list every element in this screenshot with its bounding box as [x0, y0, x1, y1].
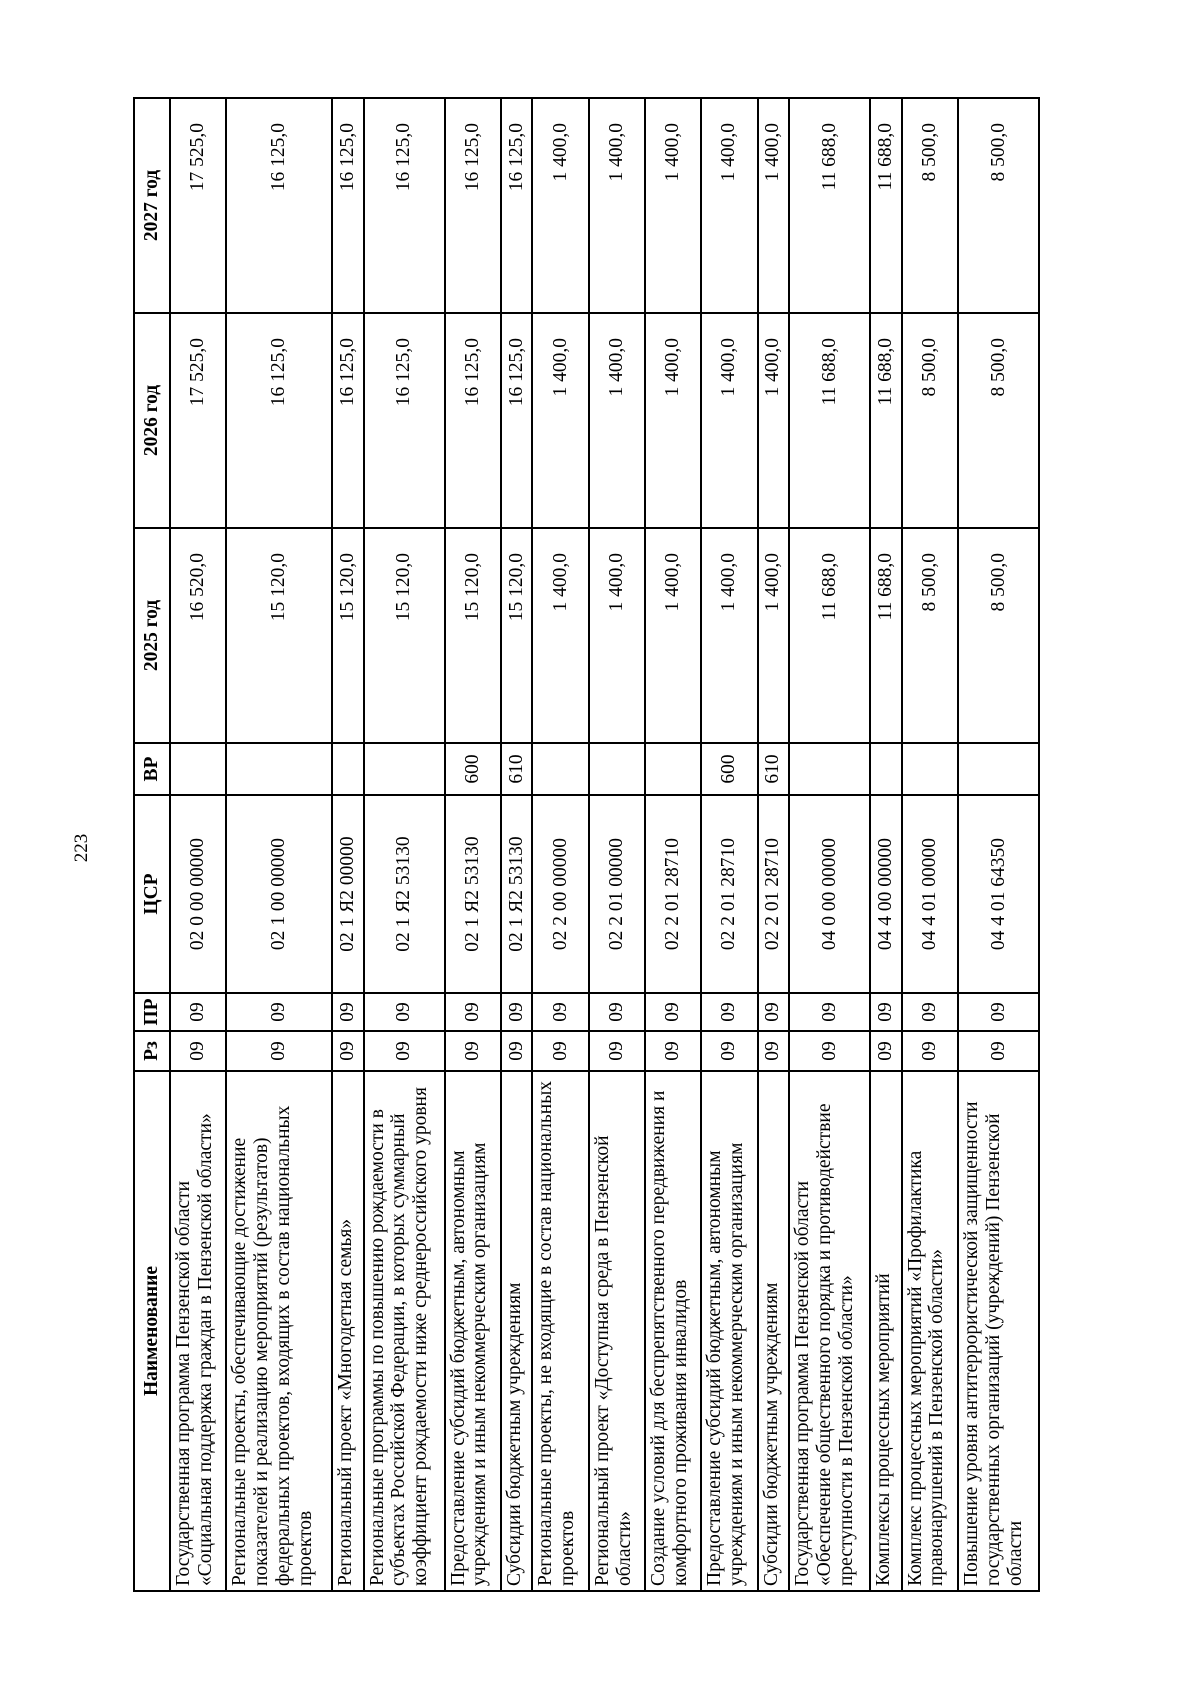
cell-csr: 04 4 00 00000	[870, 795, 902, 993]
cell-vr	[532, 743, 588, 795]
cell-2027: 8 500,0	[958, 98, 1039, 313]
header-vr: ВР	[134, 743, 170, 795]
cell-2025: 15 120,0	[364, 528, 445, 743]
cell-2025: 15 120,0	[501, 528, 533, 743]
cell-pr: 09	[958, 993, 1039, 1031]
cell-2025: 1 400,0	[645, 528, 701, 743]
cell-csr: 02 2 01 28710	[645, 795, 701, 993]
table-row	[958, 98, 1039, 1591]
cell-csr: 04 4 01 00000	[902, 795, 958, 993]
cell-2026: 1 400,0	[645, 313, 701, 528]
cell-vr	[226, 743, 332, 795]
cell-2027: 16 125,0	[226, 98, 332, 313]
cell-2025: 11 688,0	[870, 528, 902, 743]
cell-rz: 09	[645, 1031, 701, 1071]
cell-2025: 8 500,0	[958, 528, 1039, 743]
cell-2026: 16 125,0	[501, 313, 533, 528]
cell-2025: 1 400,0	[532, 528, 588, 743]
cell-pr: 09	[501, 993, 533, 1031]
cell-2027: 1 400,0	[589, 98, 645, 313]
cell-name: Повышение уровня антитеррористической защищенности государственных организаций (учреждений) Пензенской области	[958, 1071, 1039, 1591]
page-number: 223	[71, 833, 92, 863]
cell-2025: 15 120,0	[226, 528, 332, 743]
cell-vr	[332, 743, 364, 795]
cell-name: Комплекс процессных мероприятий «Профилактика правонарушений в Пензенской области»	[902, 1071, 958, 1591]
cell-name: Создание условий для беспрепятственного передвижения и комфортного проживания инвалидов	[645, 1071, 701, 1591]
cell-rz: 09	[532, 1031, 588, 1071]
cell-2026: 11 688,0	[789, 313, 870, 528]
cell-2026: 16 125,0	[445, 313, 501, 528]
cell-vr	[589, 743, 645, 795]
header-2025: 2025 год	[134, 528, 170, 743]
cell-name: Предоставление субсидий бюджетным, автономным учреждениям и иным некоммерческим организациям	[701, 1071, 757, 1591]
cell-name: Субсидии бюджетным учреждениям	[758, 1071, 790, 1591]
cell-2027: 16 125,0	[501, 98, 533, 313]
cell-2027: 11 688,0	[870, 98, 902, 313]
cell-vr	[645, 743, 701, 795]
cell-2026: 16 125,0	[364, 313, 445, 528]
cell-name: Субсидии бюджетным учреждениям	[501, 1071, 533, 1591]
cell-pr: 09	[332, 993, 364, 1031]
cell-csr: 04 0 00 00000	[789, 795, 870, 993]
cell-2025: 1 400,0	[589, 528, 645, 743]
cell-pr: 09	[364, 993, 445, 1031]
cell-rz: 09	[501, 1031, 533, 1071]
cell-rz: 09	[589, 1031, 645, 1071]
cell-vr	[958, 743, 1039, 795]
table-row	[170, 98, 226, 1591]
cell-vr	[364, 743, 445, 795]
cell-csr: 04 4 01 64350	[958, 795, 1039, 993]
cell-name: Региональные программы по повышению рождаемости в субъектах Российской Федерации, в которых суммарный коэффициент рождаемости ниже среднероссийского уровня	[364, 1071, 445, 1591]
cell-2026: 16 125,0	[332, 313, 364, 528]
cell-csr: 02 2 01 28710	[701, 795, 757, 993]
table-row	[902, 98, 958, 1591]
header-csr: ЦСР	[134, 795, 170, 993]
cell-pr: 09	[645, 993, 701, 1031]
cell-vr: 610	[501, 743, 533, 795]
cell-rz: 09	[958, 1031, 1039, 1071]
table-row	[758, 98, 790, 1591]
cell-2026: 1 400,0	[758, 313, 790, 528]
cell-vr	[870, 743, 902, 795]
cell-2027: 16 125,0	[332, 98, 364, 313]
cell-2027: 11 688,0	[789, 98, 870, 313]
cell-2027: 16 125,0	[445, 98, 501, 313]
cell-vr: 610	[758, 743, 790, 795]
cell-2025: 15 120,0	[332, 528, 364, 743]
cell-2027: 16 125,0	[364, 98, 445, 313]
cell-pr: 09	[170, 993, 226, 1031]
cell-rz: 09	[332, 1031, 364, 1071]
cell-pr: 09	[701, 993, 757, 1031]
cell-2027: 1 400,0	[645, 98, 701, 313]
cell-rz: 09	[701, 1031, 757, 1071]
cell-pr: 09	[445, 993, 501, 1031]
cell-rz: 09	[758, 1031, 790, 1071]
table-row	[445, 98, 501, 1591]
cell-2025: 11 688,0	[789, 528, 870, 743]
cell-2027: 1 400,0	[758, 98, 790, 313]
cell-vr	[170, 743, 226, 795]
table-row	[532, 98, 588, 1591]
cell-csr: 02 2 01 00000	[589, 795, 645, 993]
cell-csr: 02 1 Я2 53130	[364, 795, 445, 993]
cell-name: Региональные проекты, обеспечивающие достижение показателей и реализацию мероприятий (результатов) федеральных проектов, входящих в состав национальных проектов	[226, 1071, 332, 1591]
cell-csr: 02 1 Я2 00000	[332, 795, 364, 993]
cell-2025: 1 400,0	[758, 528, 790, 743]
cell-rz: 09	[789, 1031, 870, 1071]
cell-name: Предоставление субсидий бюджетным, автономным учреждениям и иным некоммерческим организациям	[445, 1071, 501, 1591]
cell-2027: 17 525,0	[170, 98, 226, 313]
cell-name: Комплексы процессных мероприятий	[870, 1071, 902, 1591]
cell-pr: 09	[532, 993, 588, 1031]
cell-name: Региональный проект «Многодетная семья»	[332, 1071, 364, 1591]
cell-2027: 1 400,0	[701, 98, 757, 313]
cell-rz: 09	[870, 1031, 902, 1071]
header-2027: 2027 год	[134, 98, 170, 313]
table-rotated-wrapper	[133, 98, 1040, 1592]
cell-csr: 02 2 01 28710	[758, 795, 790, 993]
cell-2026: 8 500,0	[958, 313, 1039, 528]
table-row	[589, 98, 645, 1591]
cell-rz: 09	[226, 1031, 332, 1071]
cell-name: Государственная программа Пензенской области «Социальная поддержка граждан в Пензенской области»	[170, 1071, 226, 1591]
cell-vr	[789, 743, 870, 795]
cell-pr: 09	[870, 993, 902, 1031]
cell-csr: 02 1 Я2 53130	[501, 795, 533, 993]
header-pr: ПР	[134, 993, 170, 1031]
table-header-row	[134, 98, 170, 1591]
cell-rz: 09	[364, 1031, 445, 1071]
cell-vr: 600	[701, 743, 757, 795]
cell-2027: 1 400,0	[532, 98, 588, 313]
budget-table	[133, 97, 1040, 1592]
table-row	[332, 98, 364, 1591]
cell-2026: 1 400,0	[589, 313, 645, 528]
table-row	[870, 98, 902, 1591]
cell-2025: 1 400,0	[701, 528, 757, 743]
table-row	[789, 98, 870, 1591]
cell-pr: 09	[226, 993, 332, 1031]
cell-rz: 09	[445, 1031, 501, 1071]
cell-rz: 09	[902, 1031, 958, 1071]
header-2026: 2026 год	[134, 313, 170, 528]
cell-csr: 02 1 Я2 53130	[445, 795, 501, 993]
cell-name: Региональный проект «Доступная среда в Пензенской области»	[589, 1071, 645, 1591]
cell-vr: 600	[445, 743, 501, 795]
table-row	[701, 98, 757, 1591]
cell-2026: 11 688,0	[870, 313, 902, 528]
cell-2026: 1 400,0	[701, 313, 757, 528]
cell-vr	[902, 743, 958, 795]
cell-pr: 09	[758, 993, 790, 1031]
cell-2026: 17 525,0	[170, 313, 226, 528]
cell-2026: 16 125,0	[226, 313, 332, 528]
cell-rz: 09	[170, 1031, 226, 1071]
table-row	[364, 98, 445, 1591]
cell-2025: 8 500,0	[902, 528, 958, 743]
cell-csr: 02 1 00 00000	[226, 795, 332, 993]
cell-name: Региональные проекты, не входящие в состав национальных проектов	[532, 1071, 588, 1591]
table-row	[226, 98, 332, 1591]
cell-pr: 09	[789, 993, 870, 1031]
cell-name: Государственная программа Пензенской области «Обеспечение общественного порядка и противодействие преступности в Пензенской области»	[789, 1071, 870, 1591]
header-name: Наименование	[134, 1071, 170, 1591]
cell-2027: 8 500,0	[902, 98, 958, 313]
cell-2026: 8 500,0	[902, 313, 958, 528]
cell-csr: 02 2 00 00000	[532, 795, 588, 993]
cell-pr: 09	[902, 993, 958, 1031]
cell-pr: 09	[589, 993, 645, 1031]
table-row	[645, 98, 701, 1591]
header-rz: Рз	[134, 1031, 170, 1071]
cell-2025: 16 520,0	[170, 528, 226, 743]
cell-csr: 02 0 00 00000	[170, 795, 226, 993]
cell-2025: 15 120,0	[445, 528, 501, 743]
cell-2026: 1 400,0	[532, 313, 588, 528]
table-row	[501, 98, 533, 1591]
